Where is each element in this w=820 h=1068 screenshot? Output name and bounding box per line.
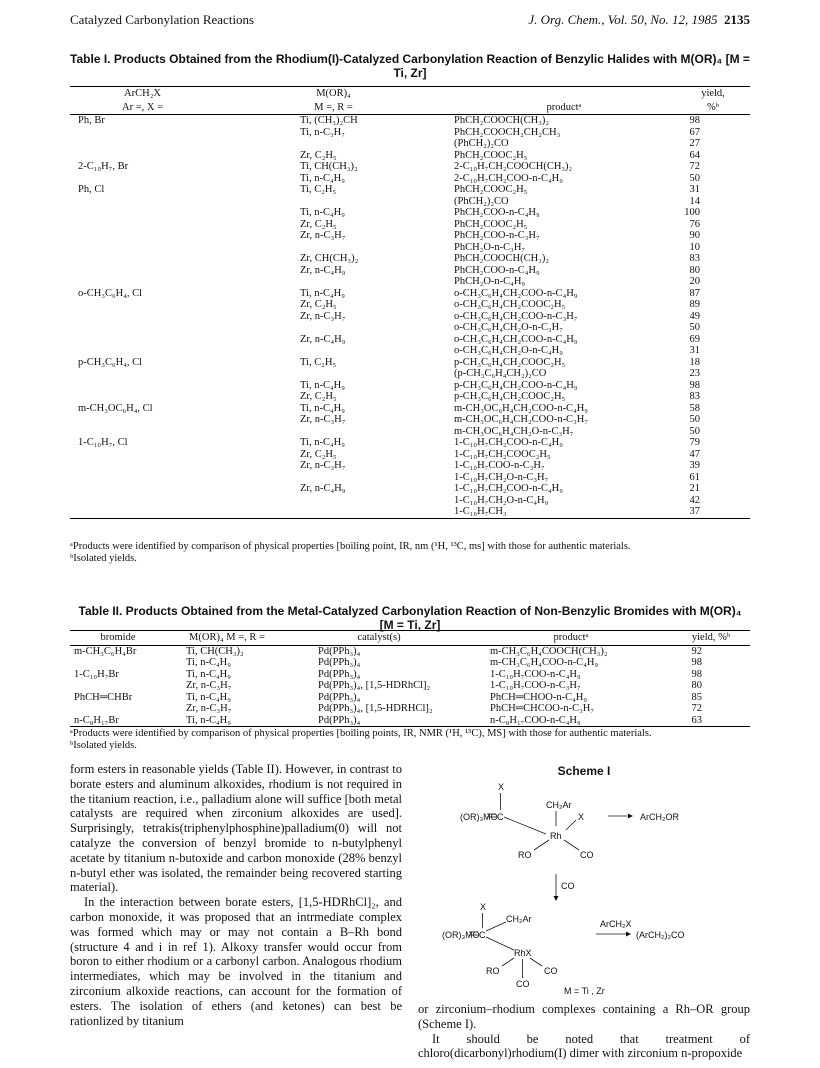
table2-footnote-b: ᵇIsolated yields.: [70, 740, 137, 751]
table-row: [70, 299, 750, 311]
table-row: [70, 288, 750, 300]
table-cell: 1-C₁₀H₇COO-n-C₃H₇: [454, 460, 545, 471]
table-cell: PhCH₂COOCH(CH₃)₂: [454, 253, 549, 264]
table-cell: 1-C₁₀H₇CH₂O-n-C₄H₉: [454, 494, 549, 506]
table-row: [70, 127, 750, 139]
table-cell: Ti, CH(CH₃)₂: [186, 645, 244, 657]
header-left: Catalyzed Carbonylation Reactions: [70, 12, 255, 27]
table-cell: PhCH═CHBr: [74, 691, 133, 703]
table2-footnote-a: ᵃProducts were identified by comparison of physical properties [boiling points, IR, NMR (¹H, ¹³C), MS] with those for authentic materials.: [70, 728, 652, 739]
table1-head-ar-x: Ar =, X =: [70, 101, 215, 115]
table-cell: 79: [689, 437, 700, 448]
scheme-co-top: CO: [580, 850, 594, 860]
table1-footnote-b: ᵇIsolated yields.: [70, 553, 137, 564]
table-cell: 1-C₁₀H₇CH₂O-n-C₃H₇: [454, 471, 549, 483]
table-row: [70, 173, 750, 185]
table-cell: PhCH₂COO-n-C₄H₉: [454, 207, 540, 218]
table-cell: 1-C₁₀H₇CH₂COO-n-C₄H₉: [454, 437, 563, 448]
table-cell: 1-C₁₀H₇COO-n-C₄H₉: [490, 668, 581, 680]
table-cell: Zr, C₂H₅: [300, 149, 337, 161]
table-cell: Ti, n-C₄H₉: [300, 287, 345, 299]
scheme-product-top: ArCH₂OR: [640, 812, 679, 822]
table2-head-yield: yield, %ᵇ: [672, 631, 750, 646]
table-cell: 20: [689, 276, 700, 287]
table-cell: m-CH₃OC₆H₄CH₂COO-n-C₄H₉: [454, 402, 588, 414]
table-cell: [70, 449, 215, 461]
table-row: [70, 669, 750, 681]
table1-footnote-a: ᵃProducts were identified by comparison of physical properties [boiling point, IR, nm (¹H, ¹³C, ms] with those for authentic materials.: [70, 541, 631, 552]
table-cell: [70, 276, 215, 288]
table-cell: m-CH₃C₆H₄COO-n-C₄H₉: [490, 657, 599, 668]
table-cell: 1-C₁₀H₇CH₂COO-n-C₄H₉: [454, 483, 563, 494]
table-row: [70, 483, 750, 495]
scheme-product-bottom: (ArCH₂)₂CO: [636, 930, 685, 940]
table1-footnotes: [70, 541, 750, 565]
table-cell: 72: [691, 703, 702, 714]
table-cell: [70, 391, 215, 403]
table1: [70, 86, 750, 519]
table-cell: 18: [689, 356, 700, 368]
table-cell: [215, 426, 452, 438]
body-paragraph: form esters in reasonable yields (Table II). However, in contrast to borate esters and aluminum alkoxides, rhodium is not required in the titanium reaction, i.e., palladium alone will suffice [both metal catalysts are required when zirconium alkoxides are used]. Surprisingly, tetrakis(triphenylphosphine)palladium(0) will not catalyze the conversion of benzyl bromide to n-butylphenyl acetate by titanium n-butoxide and carbon monoxide (28% benzyl n-butyl ether was isolated, the remainder being recovered starting material).: [70, 762, 402, 895]
table-row: [70, 345, 750, 357]
table-row: [70, 196, 750, 208]
table-row: [70, 680, 750, 692]
table-cell: [70, 242, 215, 254]
table-cell: [70, 219, 215, 231]
table1-head-arch2x: ArCH₂X: [70, 87, 215, 101]
table-row: [70, 703, 750, 715]
table-cell: Zr, n-C₄H₉: [300, 264, 346, 276]
table-cell: 98: [689, 115, 700, 126]
table-cell: Zr, n-C₃H₇: [300, 230, 346, 241]
table1-head-percent: %ᵇ: [676, 101, 750, 115]
table-row: [70, 219, 750, 231]
table-cell: 1-C₁₀H₇CH₃: [452, 506, 676, 518]
table-cell: m-CH₃C₆H₄COOCH(CH₃)₂: [490, 645, 608, 657]
table-row: [70, 692, 750, 704]
table-cell: Zr, n-C₄H₉: [300, 483, 346, 494]
table-row: [70, 150, 750, 162]
table-row: [70, 276, 750, 288]
table2-body: [70, 645, 750, 727]
table1-body: [70, 115, 750, 519]
table-cell: 10: [689, 241, 700, 253]
table-row: [70, 506, 750, 518]
table-cell: 58: [689, 402, 700, 414]
table-cell: PhCH═CHCOO-n-C₃H₇: [490, 703, 595, 714]
table-cell: Ti, n-C₄H₉: [300, 379, 345, 391]
table-cell: [215, 242, 452, 254]
table-cell: 69: [689, 333, 700, 345]
table-cell: o-CH₃C₆H₄, Cl: [78, 287, 143, 299]
table-cell: 64: [689, 149, 700, 161]
table-cell: 50: [689, 414, 700, 425]
table-cell: [70, 414, 215, 426]
table-cell: 67: [689, 126, 700, 138]
table-cell: Ti, n-C₄H₉: [186, 668, 231, 680]
table-cell: (PhCH₂)₂CO: [454, 195, 509, 207]
table-cell: [215, 506, 452, 518]
table-cell: Pd(PPh₃)₄: [318, 668, 361, 680]
table-cell: 47: [689, 448, 700, 460]
table-cell: Ti, C₂H₅: [300, 184, 337, 195]
table-row: [70, 414, 750, 426]
table-cell: [70, 138, 215, 150]
table-cell: 50: [689, 322, 700, 333]
table1-head-mor4: M(OR)₄: [215, 87, 452, 101]
table-cell: [70, 506, 215, 518]
table-cell: Ti, CH(CH₃)₂: [300, 161, 358, 172]
table-cell: Pd(PPh₃)₄: [318, 691, 361, 703]
table-row: [70, 495, 750, 507]
table-cell: PhCH₂O-n-C₃H₇: [454, 241, 526, 253]
table-cell: [70, 703, 166, 715]
scheme-title: Scheme I: [557, 764, 611, 778]
table-cell: 23: [689, 368, 700, 379]
table-cell: Ti, n-C₄H₉: [186, 691, 231, 703]
table-cell: 31: [689, 184, 700, 195]
table-row: [70, 391, 750, 403]
table-cell: [215, 495, 452, 507]
table-cell: PhCH₂COOCH₂CH₂CH₃: [454, 126, 561, 138]
table-cell: Zr, n-C₃H₇: [300, 414, 346, 425]
table-cell: Zr, n-C₃H₇: [186, 680, 232, 691]
table-cell: o-CH₃C₆H₄CH₂COOC₂H₅: [454, 299, 566, 310]
scheme-reagent: ArCH₂X: [600, 919, 632, 929]
table-row: [70, 115, 750, 127]
scheme-diagram: [418, 782, 750, 997]
table-cell: 37: [676, 506, 750, 518]
table-cell: Zr, n-C₃H₇: [300, 310, 346, 322]
table-row: [70, 380, 750, 392]
table-cell: Zr, C₂H₅: [300, 391, 337, 402]
scheme-x-mid: X: [578, 812, 585, 822]
table-cell: Zr, n-C₃H₇: [186, 703, 232, 714]
table-cell: Ph, Cl: [78, 184, 105, 195]
table-cell: PhCH₂COOC₂H₅: [454, 149, 528, 161]
table-row: [70, 426, 750, 438]
scheme-metal-note: M = Ti , Zr: [564, 986, 605, 996]
table-cell: o-CH₃C₆H₄CH₂O-n-C₄H₉: [454, 345, 563, 356]
table-cell: 39: [689, 460, 700, 471]
scheme-or3mo-top: (OR)₃MO: [460, 812, 498, 822]
table-cell: 14: [689, 195, 700, 207]
table1-head-yield: yield,: [676, 87, 750, 101]
table-cell: [70, 230, 215, 242]
body-paragraph: It should be noted that treatment of chloro(dicarbonyl)rhodium(I) dimer with zirconium n-propoxide: [418, 1031, 750, 1061]
table-cell: 92: [691, 645, 702, 657]
table-cell: PhCH₂COO-n-C₃H₇: [454, 230, 540, 241]
table-row: [70, 368, 750, 380]
table-cell: [70, 657, 166, 669]
body-paragraph: or zirconium–rhodium complexes containing a Rh–OR group (Scheme I).: [418, 1002, 750, 1031]
table-cell: [215, 345, 452, 357]
header-journal: J. Org. Chem., Vol. 50, No. 12, 1985: [528, 12, 718, 27]
table-row: [70, 265, 750, 277]
table-cell: [215, 322, 452, 334]
table-row: [70, 230, 750, 242]
table-row: [70, 437, 750, 449]
table-cell: [70, 207, 215, 219]
scheme-ch2ar-bottom: CH₂Ar: [506, 914, 532, 924]
table1-head-m-r: M =, R =: [215, 101, 452, 115]
table-cell: [70, 472, 215, 484]
scheme-x-top: X: [498, 782, 505, 792]
table-cell: 87: [689, 287, 700, 299]
table-cell: 89: [689, 299, 700, 310]
table-cell: PhCH₂O-n-C₄H₉: [454, 276, 526, 287]
table-cell: 1-C₁₀H₇, Cl: [78, 437, 128, 448]
table-cell: 63: [672, 715, 750, 727]
scheme-c-bottom: C: [479, 930, 486, 940]
table-cell: Ti, C₂H₅: [300, 356, 337, 368]
table-row: [70, 449, 750, 461]
table-cell: 27: [689, 138, 700, 149]
table-cell: [70, 334, 215, 346]
table-cell: [215, 196, 452, 208]
scheme-x-bottom: X: [480, 902, 487, 912]
table-cell: 83: [689, 253, 700, 264]
table-cell: [70, 368, 215, 380]
table-cell: [70, 173, 215, 185]
table-row: [70, 403, 750, 415]
table-cell: PhCH₂COOC₂H₅: [454, 184, 528, 195]
scheme-ro-bottom: RO: [486, 966, 500, 976]
table-cell: [70, 460, 215, 472]
table1-caption: Table I. Products Obtained from the Rhodium(I)-Catalyzed Carbonylation Reaction of Benzylic Halides with M(OR)₄ [M = Ti, Zr]: [70, 52, 750, 80]
table-cell: 2-C₁₀H₇CH₂COOCH(CH₃)₂: [454, 161, 573, 172]
table-cell: PhCH₂COOCH(CH₃)₂: [454, 115, 549, 126]
table2-head-catalyst: catalyst(s): [288, 631, 470, 646]
table-cell: [70, 150, 215, 162]
table-cell: [215, 472, 452, 484]
table-row: [70, 334, 750, 346]
table-cell: m-CH₃C₆H₄Br: [74, 645, 137, 657]
table-row: [70, 715, 750, 727]
table2-head-mor4: M(OR)₄ M =, R =: [166, 631, 288, 646]
table-cell: 61: [689, 471, 700, 483]
table-row: [70, 161, 750, 173]
scheme-co-bottom-down: CO: [516, 979, 530, 989]
table-cell: [215, 276, 452, 288]
table-cell: [70, 196, 215, 208]
page-number: 2135: [724, 12, 750, 27]
table2-head-bromide: bromide: [70, 631, 166, 646]
running-header: [70, 12, 750, 30]
table-cell: Ti, n-C₄H₉: [166, 715, 288, 727]
table-cell: Ti, n-C₄H₉: [300, 207, 345, 218]
scheme-or3mo-bottom: (OR)₃MO: [442, 930, 480, 940]
table-cell: Pd(PPh₃)₄, [1,5-HDRhCl]₂: [318, 680, 431, 691]
table-cell: o-CH₃C₆H₄CH₂COO-n-C₄H₉: [454, 287, 578, 299]
scheme-c-top: C: [497, 812, 504, 822]
table-cell: m-CH₃OC₆H₄, Cl: [78, 402, 153, 414]
table1-head-product: productᵃ: [452, 101, 676, 115]
table-cell: [70, 483, 215, 495]
table-cell: Zr, CH(CH₃)₂: [300, 253, 359, 264]
table-row: [70, 253, 750, 265]
table-row: [70, 472, 750, 484]
table-row: [70, 322, 750, 334]
table-cell: Pd(PPh₃)₄: [288, 715, 470, 727]
table-cell: 49: [689, 310, 700, 322]
table-cell: Pd(PPh₃)₄: [318, 645, 361, 657]
scheme-ch2ar-top: CH₂Ar: [546, 800, 572, 810]
table-cell: [215, 368, 452, 380]
table-row: [70, 207, 750, 219]
table-cell: [70, 380, 215, 392]
table2-footnotes: [70, 728, 750, 752]
table-cell: Zr, C₂H₅: [300, 448, 337, 460]
table-cell: 80: [691, 680, 702, 691]
table-cell: Ti, n-C₄H₉: [300, 172, 345, 184]
table-cell: 1-C₁₀H₇CH₂COOC₂H₅: [454, 448, 551, 460]
table-cell: Ti, n-C₄H₉: [300, 437, 345, 448]
table-cell: 100: [684, 207, 700, 218]
table-cell: 31: [689, 345, 700, 356]
table2-head-product: productᵃ: [470, 631, 672, 646]
table-cell: Ti, n-C₃H₇: [300, 126, 345, 138]
table-row: [70, 242, 750, 254]
table-cell: p-CH₃C₆H₄CH₂COOC₂H₅: [454, 356, 566, 368]
table-cell: 50: [689, 425, 700, 437]
table-cell: Ti, n-C₄H₉: [186, 657, 231, 668]
table-cell: Pd(PPh₃)₄: [318, 657, 361, 668]
table-cell: p-CH₃C₆H₄CH₂COOC₂H₅: [454, 391, 566, 402]
table-cell: [70, 426, 215, 438]
table-cell: Zr, C₂H₅: [300, 218, 337, 230]
table-cell: 98: [689, 379, 700, 391]
table-cell: o-CH₃C₆H₄CH₂COO-n-C₄H₉: [454, 333, 578, 345]
table-cell: Zr, C₂H₅: [300, 299, 337, 310]
table-cell: n-C₈H₁₇Br: [70, 715, 166, 727]
scheme-co-step: CO: [561, 881, 575, 891]
table-cell: 80: [689, 264, 700, 276]
table-cell: [70, 345, 215, 357]
table-cell: 2-C₁₀H₇CH₂COO-n-C₄H₉: [454, 172, 563, 184]
table-cell: PhCH═CHOO-n-C₄H₉: [490, 691, 588, 703]
table2-caption: Table II. Products Obtained from the Metal-Catalyzed Carbonylation Reaction of Non-Benzylic Bromides with M(OR)₄ [M = Ti, Zr]: [78, 604, 742, 632]
table-row: [70, 311, 750, 323]
table-cell: PhCH₂COO-n-C₄H₉: [454, 264, 540, 276]
table-cell: 50: [689, 172, 700, 184]
table-cell: 76: [689, 218, 700, 230]
body-text-left-column: [70, 762, 402, 1028]
table-cell: p-CH₃C₆H₄, Cl: [78, 356, 143, 368]
table-cell: p-CH₃C₆H₄CH₂COO-n-C₄H₉: [454, 379, 578, 391]
table-cell: 1-C₁₀H₇COO-n-C₃H₇: [490, 680, 581, 691]
table-cell: PhCH₂COOC₂H₅: [454, 218, 528, 230]
table-row: [70, 184, 750, 196]
scheme-co-bottom-right: CO: [544, 966, 558, 976]
table-cell: 42: [689, 494, 700, 506]
table-cell: o-CH₃C₆H₄CH₂O-n-C₃H₇: [454, 322, 563, 333]
table-cell: [215, 138, 452, 150]
table-cell: [70, 495, 215, 507]
table-cell: [70, 299, 215, 311]
table-cell: (p-CH₃C₆H₄CH₂)₂CO: [454, 368, 547, 379]
table-row: [70, 357, 750, 369]
table-cell: [70, 265, 215, 277]
table-cell: m-CH₃OC₆H₄CH₂COO-n-C₃H₇: [454, 414, 588, 425]
table-cell: [70, 680, 166, 692]
table2: [70, 630, 750, 727]
table-cell: [70, 322, 215, 334]
table-cell: [70, 311, 215, 323]
table-cell: 98: [691, 668, 702, 680]
table-cell: 1-C₁₀H₇Br: [74, 668, 119, 680]
table-cell: 72: [689, 161, 700, 172]
table-row: [70, 657, 750, 669]
scheme-rhx-bottom: RhX: [514, 948, 532, 958]
table-cell: 21: [689, 483, 700, 494]
table-cell: Zr, n-C₃H₇: [300, 460, 346, 471]
table-cell: 98: [691, 657, 702, 668]
table-cell: m-CH₃OC₆H₄CH₂O-n-C₃H₇: [454, 425, 574, 437]
table-cell: 85: [691, 691, 702, 703]
header-right: [528, 12, 750, 30]
table-row: [70, 645, 750, 657]
table-cell: Ti, n-C₄H₉: [300, 402, 345, 414]
body-paragraph: In the interaction between borate esters, [1,5-HDRhCl]₂, and carbon monoxide, it was proposed that an intrmediate complex was formed which may or may not contain a B–Rh bond (structure 4 and i in ref 1). Alkoxy transfer would occur from boron to either rhodium or a carbonyl carbon. Analogous rhodium intermediates, which may be involved in the titanium and zirconium alkoxide reactions, can account for the formation of esters. The isolation of ethers (and ketones) can best be rationlized by titanium: [70, 895, 402, 1028]
table-cell: 90: [689, 230, 700, 241]
table-cell: Zr, n-C₄H₉: [300, 333, 346, 345]
table-cell: n-C₈H₁₇COO-n-C₄H₉: [470, 715, 672, 727]
table-cell: Ph, Br: [78, 115, 105, 126]
table-cell: o-CH₃C₆H₄CH₂COO-n-C₃H₇: [454, 310, 578, 322]
table-cell: 83: [689, 391, 700, 402]
scheme-rh-top: Rh: [550, 831, 562, 841]
table-cell: 2-C₁₀H₇, Br: [78, 161, 129, 172]
table-cell: Pd(PPh₃)₄, [1,5-HDRHCl]₂: [318, 703, 433, 714]
table-cell: (PhCH₂)₂CO: [454, 138, 509, 149]
scheme-ro-top: RO: [518, 850, 532, 860]
table-row: [70, 138, 750, 150]
table-row: [70, 460, 750, 472]
table-cell: [70, 127, 215, 139]
body-text-right-column: [418, 1002, 750, 1061]
table-cell: [70, 253, 215, 265]
table-cell: Ti, (CH₃)₂CH: [300, 115, 358, 126]
